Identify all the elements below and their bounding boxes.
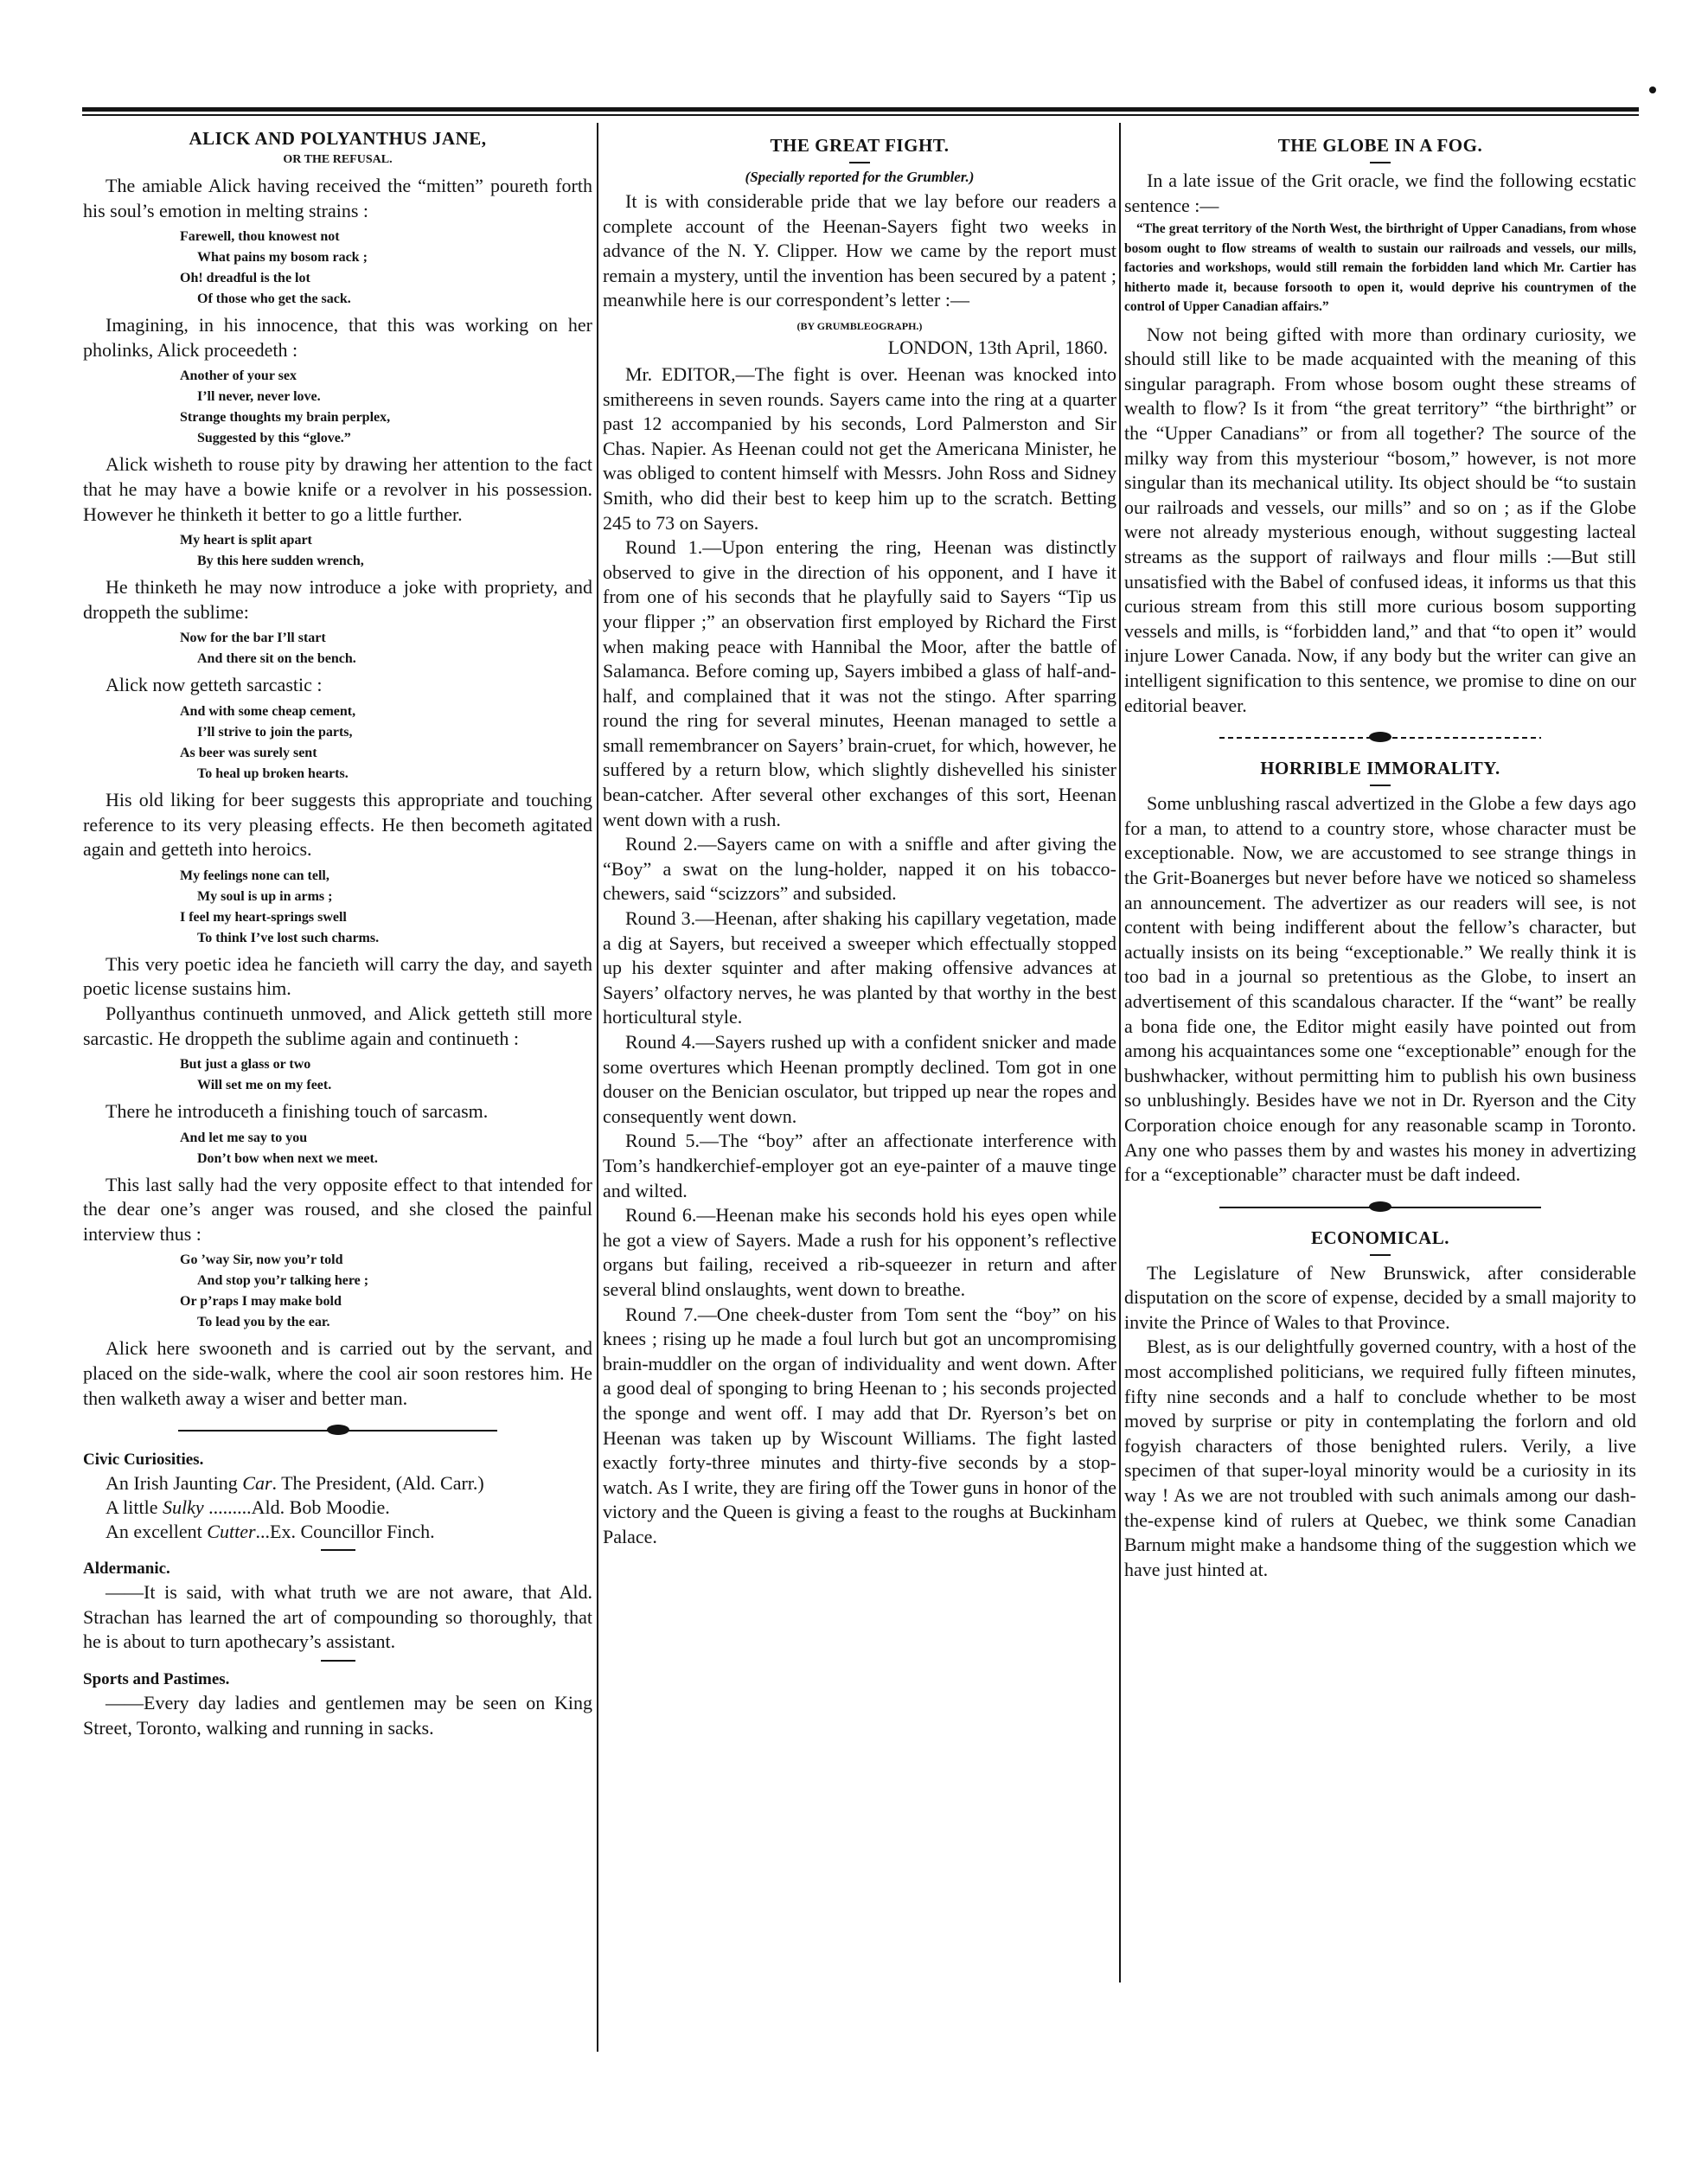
paragraph: There he introduceth a finishing touch of sarcasm. — [106, 1100, 489, 1123]
quoted-passage: “The great territory of the North West, the birthright of Upper Canadians, from whose bosom ought to flow streams of wealth to sustain our railroads and vessels, our mills, factories and workshops, would still remain the forbidden land which Mr. Cartier has hitherto made it, because forsooth to open it, would deprive his countrymen of the control of Upper Canadian affairs.” — [1124, 221, 1636, 315]
column-right — [1124, 123, 1636, 2113]
article-title: ECONOMICAL. — [1310, 1227, 1450, 1248]
verse-line: And there sit on the bench. — [197, 651, 356, 667]
paragraph: Pollyanthus continueth unmoved, and Alick getteth still more sarcastic. He droppeth the sublime again and continueth : — [83, 1002, 592, 1049]
divider — [321, 1660, 355, 1662]
verse-line: Another of your sex — [180, 368, 297, 384]
verse-line: Strange thoughts my brain perplex, — [180, 410, 391, 426]
article-title: THE GLOBE IN A FOG. — [1277, 135, 1483, 156]
verse-line: To think I’ve lost such charms. — [197, 930, 380, 945]
verse — [83, 701, 592, 785]
verse-line: And with some cheap cement, — [180, 703, 356, 719]
column-divider — [1119, 123, 1121, 1982]
paragraph: Some unblushing rascal advertized in the Globe a few days ago for a man, to attend to a country store, whose character must be exceptionable. Now, we are accustomed to see strange things in the Grit-Boanerges but never before have we noticed so shameless an announcement. The advertizer as our readers will see, is not content with being indifferent about the fellow’s character, but actually insists on its being “exceptionable.” We really think it is too bad in a journal so pretentious as the Globe, to insert an advertisement of this scandalous character. If the “want” be really a bona fide one, the Editor might easily have pointed out from among his acquaintances some one “exceptionable” enough for the bushwhacker, without permitting him to publish his own business so unblushingly. Besides have we not in Dr. Ryerson and the City Corporation choice enough for any reasonable scamp in Toronto. Any one who passes them by and wastes his money in advertizing for a “exceptionable” character must be daft indeed. — [1124, 792, 1636, 1186]
verse-line: Or p’raps I may make bold — [180, 1294, 342, 1310]
column-center — [603, 123, 1116, 2113]
paragraph: ——It is said, with what truth we are not aware, that Ald. Strachan has learned the art of compounding so thoroughly, that he is about to turn apothecary’s assistant. — [83, 1581, 592, 1653]
paragraph: Now not being gifted with more than ordinary curiosity, we should still like to be made acquainted with the meaning of this singular paragraph. From whose bosom ought these streams of wealth to flow? Is it from “the great territory” “the birthright” or the “Upper Canadians” or from all together? The source of the milky way from this mysteriour “bosom,” however, is not more singular than its mechanical utility. Its object should be “to sustain our railroads and vessels, our mills” and so on ; as if the Globe were not already mysterious enough, without suggesting lacteal streams as the support of railways and flour mills :—But still unsatisfied with the Babel of confused ideas, it informs us that this curious stream from this still more curious bosom supporting vessels and mills, is “forbidden land,” and that “to open it” would injure Lower Canada. Now, if any body but the writer can give an intelligent signification to this sentence, we promise to dine on our editorial beaver. — [1124, 323, 1636, 716]
list-item: An excellent Cutter...Ex. Councillor Finch. — [106, 1521, 435, 1543]
verse-line: And stop you’r talking here ; — [197, 1273, 369, 1289]
column-left — [83, 123, 592, 2113]
paragraph: Round 4.—Sayers rushed up with a confident snicker and made some overtures which Heenan promptly declined. Tom got in one douser on the Benician osculator, but tripped up near the ropes and consequently went down. — [603, 1031, 1116, 1127]
verse — [83, 1128, 592, 1169]
verse-line: Of those who get the sack. — [197, 291, 351, 307]
divider — [1370, 785, 1391, 786]
divider — [1370, 1254, 1391, 1256]
verse — [83, 366, 592, 449]
article-title: THE GREAT FIGHT. — [770, 135, 950, 156]
divider — [1370, 162, 1391, 163]
verse-line: Oh! dreadful is the lot — [180, 271, 310, 286]
verse — [83, 628, 592, 669]
list-item: A little Sulky .........Ald. Bob Moodie. — [106, 1496, 390, 1519]
paragraph: Round 6.—Heenan make his seconds hold his eyes open while he got a view of Sayers. Made a rush for his opponent’s reflective organs but failing, received a rib-squeezer in return and after several blind onslaughts, went down to breathe. — [603, 1204, 1116, 1300]
paragraph: His old liking for beer suggests this appropriate and touching reference to its very pleasing effects. He then becometh agitated again and getteth into heroics. — [83, 788, 592, 861]
verse-line: I’ll strive to join the parts, — [197, 724, 353, 740]
verse — [83, 530, 592, 572]
verse-line: By this here sudden wrench, — [197, 554, 364, 569]
verse-line: My feelings none can tell, — [180, 868, 329, 883]
divider — [849, 162, 870, 163]
section-heading: Sports and Pastimes. — [83, 1670, 230, 1689]
paragraph: Alick wisheth to rouse pity by drawing her attention to the fact that he may have a bowie knife or a revolver in his possession. However he thinketh it better to go a little further. — [83, 453, 592, 525]
article-title: ALICK AND POLYANTHUS JANE, — [189, 128, 487, 149]
paragraph: In a late issue of the Grit oracle, we find the following ecstatic sentence :— — [1124, 170, 1636, 216]
paragraph: This last sally had the very opposite effect to that intended for the dear one’s anger was roused, and she closed the painful interview thus : — [83, 1173, 592, 1245]
verse-line: To lead you by the ear. — [197, 1315, 330, 1330]
verse-line: Farewell, thou knowest not — [180, 229, 340, 245]
paragraph: This very poetic idea he fancieth will carry the day, and sayeth poetic license sustains him. — [83, 952, 592, 1000]
divider — [321, 1549, 355, 1551]
verse-line: My soul is up in arms ; — [197, 888, 333, 904]
section-heading: Civic Curiosities. — [83, 1451, 204, 1470]
dateline: LONDON, 13th April, 1860. — [887, 336, 1108, 358]
section-ornament — [83, 1419, 592, 1442]
verse — [83, 227, 592, 310]
paragraph: Alick now getteth sarcastic : — [106, 674, 323, 696]
article-subtitle: (Specially reported for the Grumbler.) — [745, 169, 975, 185]
paragraph: The Legislature of New Brunswick, after considerable disputation on the score of expense, decided by a small majority to invite the Prince of Wales to that Province. — [1124, 1261, 1636, 1333]
verse-line: Now for the bar I’ll start — [180, 631, 326, 646]
verse — [83, 1250, 592, 1333]
masthead-rule-thin — [82, 114, 1639, 116]
byline: (BY GRUMBLEOGRAPH.) — [796, 319, 923, 332]
verse-line: Go ’way Sir, now you’r told — [180, 1252, 343, 1268]
paragraph: Round 1.—Upon entering the ring, Heenan was distinctly observed to give in the direction of his opponent, and I have it from one of his seconds that he playfully said to Sayers “Tip us your flipper ;” an observation first employed by Richard the First when making peace with Hannibal the Moor, after the battle of Salamanca. Before coming up, Sayers imbibed a glass of half-and-half, and complained that it was not the stingo. After sparring round the ring for several minutes, Heenan managed to settle a small remembrancer on Sayers’ brain-cruet, for which, however, he suffered by a return blow, which slightly dishevelled his sinister bean-catcher. After several other exchanges of this sort, Heenan went down with a rush. — [603, 536, 1116, 830]
printer-dot — [1649, 86, 1656, 93]
verse-line: My heart is split apart — [180, 533, 312, 548]
verse-line: As beer was surely sent — [180, 745, 317, 760]
verse-line: Will set me on my feet. — [197, 1078, 332, 1093]
paragraph: Round 3.—Heenan, after shaking his capillary vegetation, made a dig at Sayers, but received a sweeper which effectually stopped up his dexter squinter and after making offensive advances at Sayers’ olfactory nerves, he was planted by that worthy in the best horticultural style. — [603, 907, 1116, 1028]
article-subtitle: OR THE REFUSAL. — [283, 153, 393, 166]
section-ornament — [1124, 1196, 1636, 1219]
verse-line: Suggested by this “glove.” — [197, 431, 351, 446]
list-item: An Irish Jaunting Car. The President, (Ald. Carr.) — [106, 1472, 484, 1495]
paragraph: Round 2.—Sayers came on with a sniffle and after giving the “Boy” a swat on the lung-holder, napped it on his tobacco-chewers, said “scizzors” and subsided. — [603, 833, 1116, 905]
paragraph: It is with considerable pride that we lay before our readers a complete account of the Heenan-Sayers fight two weeks in advance of the N. Y. Clipper. How we came by the report must remain a mystery, until the invention has been secured by a patent ; meanwhile here is our correspondent’s letter :— — [603, 190, 1116, 311]
verse-line: Don’t bow when next we meet. — [197, 1150, 378, 1166]
section-ornament — [1124, 727, 1636, 749]
verse — [83, 1054, 592, 1096]
verse-line: What pains my bosom rack ; — [197, 250, 368, 266]
paragraph: Blest, as is our delightfully governed country, with a host of the most accomplished politicians, we required fully fifteen minutes, fifty nine seconds and a half to conclude whether to be most moved by surprise or pity in contemplating the forlorn and old fogyish characters of those benighted rulers. Verily, a live specimen of that super-loyal minority would be a curiosity in its way ! As we are not troubled with such animals among our dash-the-expense kind of rulers at Quebec, we think some Canadian Barnum might make a handsome thing of the suggestion which we have just hinted at. — [1124, 1336, 1636, 1580]
verse-line: I feel my heart-springs swell — [180, 909, 347, 925]
verse-line: But just a glass or two — [180, 1057, 311, 1073]
paragraph: Round 7.—One cheek-duster from Tom sent the “boy” on his knees ; rising up he made a foul lurch but got an uncompromising brain-muddler on the organ of individuality and went down. After a good deal of sponging to bring Heenan to ; his seconds projected the sponge and went off. I may add that Dr. Ryerson’s bet on Heenan was taken up by Wiscount Williams. The fight lasted exactly forty-three minutes and thirty-five seconds by a stop-watch. As I write, they are firing off the Tower guns in honor of the victory and the Queen is giving a feast to the roughs at Buckinham Palace. — [603, 1303, 1116, 1547]
section-heading: Aldermanic. — [83, 1560, 170, 1579]
paragraph: ——Every day ladies and gentlemen may be seen on King Street, Toronto, walking and running in sacks. — [83, 1692, 592, 1739]
verse-line: And let me say to you — [180, 1130, 308, 1145]
paragraph: Mr. EDITOR,—The fight is over. Heenan was knocked into smithereens in seven rounds. Sayers came into the ring at a quarter past 12 accompanied by his seconds, Lord Palmerston and Sir Chas. Napier. As Heenan could not get the Americana Minister, he was obliged to content himself with Messrs. John Ross and Sidney Smith, who did their best to keep him up to the scratch. Betting 245 to 73 on Sayers. — [603, 362, 1116, 534]
paragraph: Alick here swooneth and is carried out by the servant, and placed on the side-walk, where the cool air soon restores him. He then walketh away a wiser and better man. — [83, 1337, 592, 1409]
paragraph: The amiable Alick having received the “mitten” poureth forth his soul’s emotion in melting strains : — [83, 175, 592, 221]
paragraph: He thinketh he may now introduce a joke with propriety, and droppeth the sublime: — [83, 576, 592, 623]
verse-line: To heal up broken hearts. — [197, 765, 349, 781]
verse-line: I’ll never, never love. — [197, 389, 321, 405]
paragraph: Round 5.—The “boy” after an affectionate interference with Tom’s handkerchief-employer got an eye-painter of a mauve tinge and wilted. — [603, 1130, 1116, 1201]
verse — [83, 866, 592, 949]
paragraph: Imagining, in his innocence, that this was working on her pholinks, Alick proceedeth : — [83, 314, 592, 361]
masthead-rule-thick — [82, 107, 1639, 112]
column-divider — [597, 123, 598, 2052]
article-title: HORRIBLE IMMORALITY. — [1260, 758, 1500, 779]
